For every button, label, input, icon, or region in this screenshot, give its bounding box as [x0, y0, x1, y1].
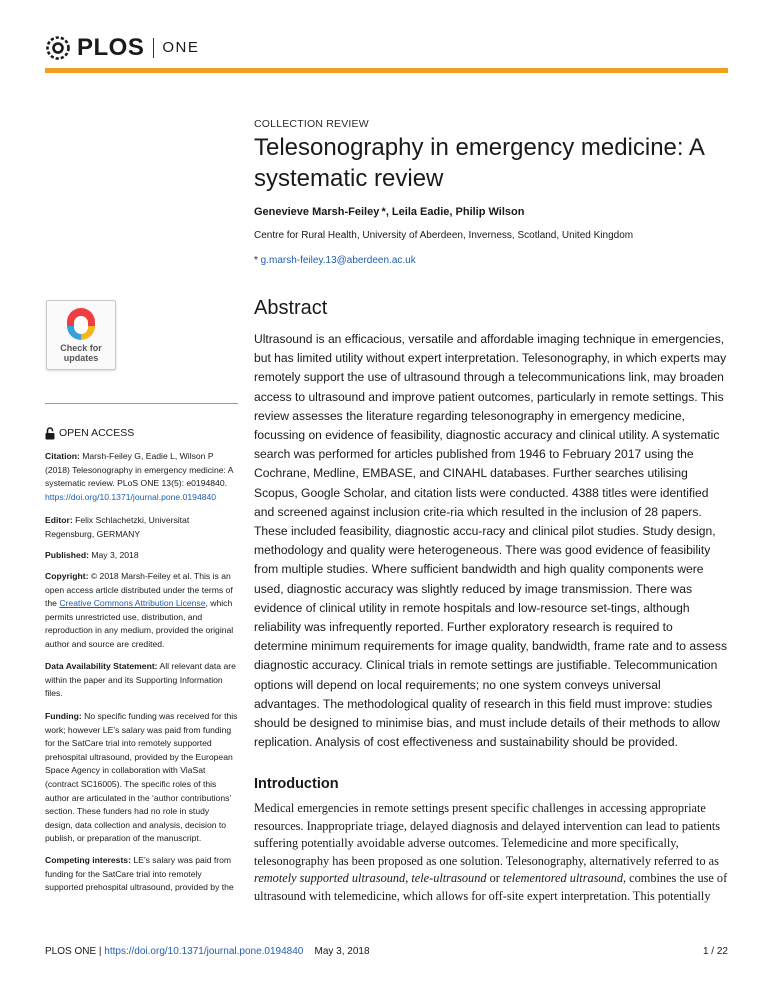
plos-one-logo	[45, 34, 199, 62]
email-prefix: *	[254, 255, 261, 266]
abstract-text: Ultrasound is an efficacious, versatile and affordable imaging technique in emergencies, but has limited utility without expert interpretation. Telesonography, in which experts may remotely support the use of ultrasound through a telecommunications link, may broaden access to ultrasound and improve patient outcomes, particularly in remote settings. This review assesses the literature regarding telesonography in emergency medicine, focussing on evidence of feasibility, diagnostic accuracy and clinical utility. A systematic search was performed for articles published from 1946 to February 2017 using the Cochrane, Medline, EMBASE, and CINAHL databases. Further searches utilising Scopus, Google Scholar, and citation lists were conducted. 4388 titles were identified and screened against inclusion crite-ria which resulted in the inclusion of 28 papers. These included feasibility, diagnostic accu-racy and clinical pilot studies. Study design, methodology and quality were heterogeneous. There was good evidence of feasibility from multiple studies. Where sufficient bandwidth and high quality components were used, diagnostic accuracy was slightly reduced by image transmission. There was evidence of clinical utility in remote hospitals and low-resource set-tings, although reliability was infrequently reported. Further exploratory research is required to determine minimum requirements for image quality, bandwidth, frame rate and to assess diagnostic accuracy. Clinical trials in remote settings are justifiable. Telecommunication options will depend on local requirements; no one system conveys universal advantages. The methodological quality of research in this field must improve: studies should be designed to minimise bias, and must include details of their methods to allow replication. Analysis of cost effectiveness and sustainability should be provided.	[254, 332, 727, 750]
citation-doi-link[interactable]: https://doi.org/10.1371/journal.pone.0194840	[45, 491, 217, 502]
article-title: Telesonography in emergency medicine: A systematic review	[254, 134, 704, 192]
sidebar-editor: Editor: Felix Schlachetzki, Universitat Regensburg, GERMANY	[45, 515, 190, 539]
check-for-updates-badge[interactable]	[46, 300, 116, 370]
author-affiliation: Centre for Rural Health, University of Aberdeen, Inverness, Scotland, United Kingdom	[254, 230, 634, 241]
author-list: Genevieve Marsh-Feiley *, Leila Eadie, Philip Wilson	[254, 206, 525, 218]
logo-journal-text: ONE	[162, 39, 200, 56]
sidebar-rule	[45, 403, 238, 404]
section-label: COLLECTION REVIEW	[254, 118, 369, 130]
license-link[interactable]: Creative Commons Attribution License	[59, 598, 206, 609]
email-link[interactable]: g.marsh-feiley.13@aberdeen.ac.uk	[260, 255, 416, 266]
corresponding-email	[254, 255, 728, 266]
crossmark-icon	[64, 306, 98, 342]
badge-label: Check for updates	[60, 343, 102, 363]
sidebar-funding: Funding: No specific funding was received for this work; however LE’s salary was paid from funding for the SatCare trial into remotely supported prehospital ultrasound, provided by the European Space Agency in collaboration with ViaSat (contract SC16005). The specific roles of this author are articulated in the ‘author contributions’ section. These funders had no role in study design, data collection and analysis, decision to publish, or preparation of the manuscript.	[45, 711, 238, 844]
header-rule	[45, 68, 728, 73]
sidebar-copyright: Copyright: © 2018 Marsh-Feiley et al. This is an open access article distributed under the terms of the Creative Commons Attribution License, which permits unrestricted use, distribution, and reproduction in any medium, provided the original author and source are credited.	[45, 571, 234, 649]
introduction-heading: Introduction	[254, 776, 339, 792]
sidebar-published: Published: May 3, 2018	[45, 550, 139, 560]
footer-citation: PLOS ONE | https://doi.org/10.1371/journal.pone.0194840 May 3, 2018	[45, 946, 370, 957]
page-number: 1 / 22	[702, 946, 728, 957]
abstract-heading: Abstract	[254, 297, 328, 319]
open-lock-icon	[45, 427, 55, 440]
sidebar-data-availability: Data Availability Statement: All relevant data are within the paper and its Supporting Information files.	[45, 661, 236, 699]
open-access-label: OPEN ACCESS	[45, 427, 238, 441]
sidebar-citation: Citation: Marsh-Feiley G, Eadie L, Wilson P (2018) Telesonography in emergency medicine: A systematic review. PLoS ONE 13(5): e0194840. https://doi.org/10.1371/journal.pone.0194840	[45, 451, 234, 502]
footer-date: May 3, 2018	[314, 946, 370, 957]
footer-doi-link[interactable]: https://doi.org/10.1371/journal.pone.0194840	[104, 946, 304, 957]
sidebar-competing-interests: Competing interests: LE’s salary was paid from funding for the SatCare trial into remotely supported prehospital ultrasound, provided by the	[45, 855, 234, 893]
logo-divider	[153, 38, 154, 58]
plos-logo-icon	[45, 35, 71, 61]
logo-brand-text: PLOS	[77, 34, 145, 61]
introduction-text: Medical emergencies in remote settings present specific challenges in accessing appropriate resources. Inappropriate triage, delayed diagnosis and delayed intervention can lead to patients suffering potentially avoidable adverse outcomes. Telemedicine and more specifically, telesonography has been proposed as one solution. Telesonography, alternatively referred to as remotely supported ultrasound, tele-ultrasound or telementored ultrasound, combines the use of ultrasound with telemedicine, which allows for off-site expert interpretation. This potentially	[254, 801, 728, 903]
